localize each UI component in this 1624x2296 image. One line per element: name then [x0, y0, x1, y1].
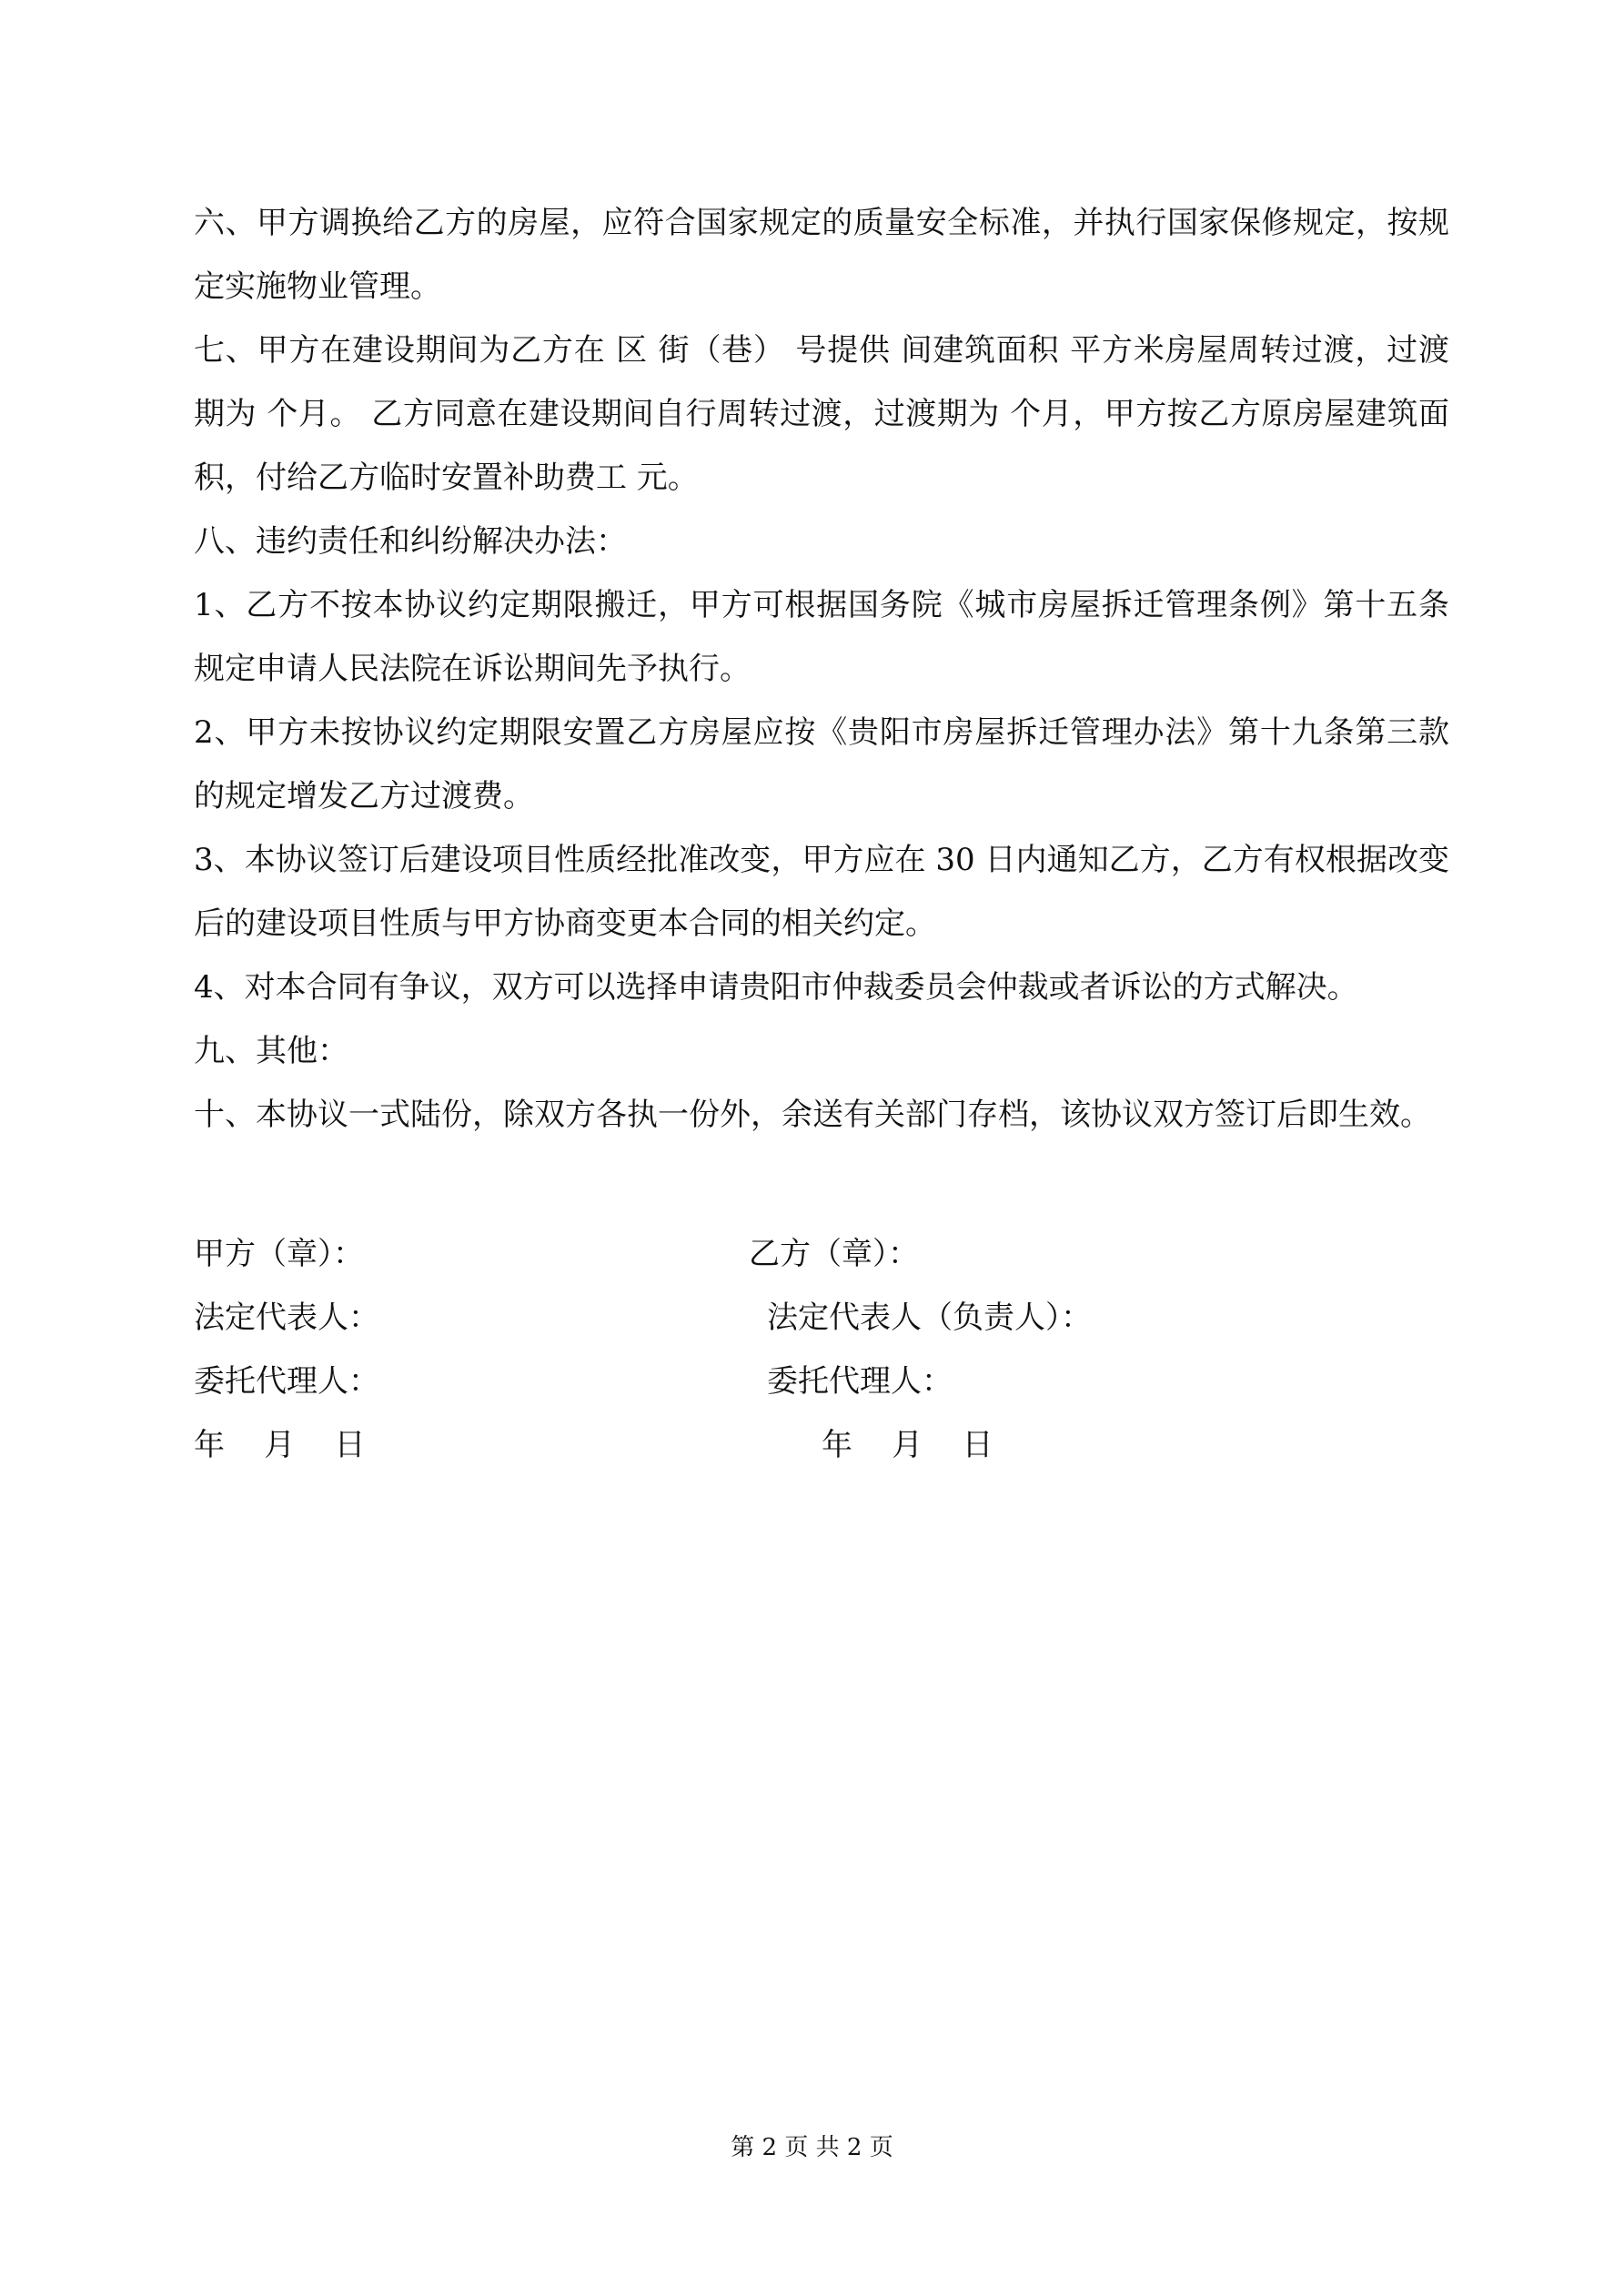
party-a-date: 年 月 日	[194, 1427, 366, 1463]
party-a-legal-rep-label: 法定代表人：	[194, 1300, 379, 1336]
legal-rep-row	[194, 1286, 1449, 1350]
page-number-footer: 第 2 页 共 2 页	[731, 2134, 893, 2161]
party-b-seal-label: 乙方（章）：	[749, 1236, 919, 1272]
party-b-agent-label: 委托代理人：	[767, 1363, 953, 1400]
clause-seven: 七、甲方在建设期间为乙方在 区 街（巷） 号提供 间建筑面积 平方米房屋周转过渡，过渡期为 个月。 乙方同意在建设期间自行周转过渡，过渡期为 个月，甲方按乙方原房屋建筑面积，付给乙方临时安置补助费工 元。	[194, 332, 1449, 496]
clause-six: 六、甲方调换给乙方的房屋，应符合国家规定的质量安全标准，并执行国家保修规定，按规定实施物业管理。	[194, 205, 1449, 305]
party-a-agent-label: 委托代理人：	[194, 1363, 379, 1400]
party-b-legal-rep-label: 法定代表人（负责人）：	[767, 1300, 1092, 1336]
clause-eight-item-1: 1、乙方不按本协议约定期限搬迁，甲方可根据国务院《城市房屋拆迁管理条例》第十五条规定申请人民法院在诉讼期间先予执行。	[194, 587, 1449, 687]
party-b-date: 年 月 日	[822, 1427, 994, 1463]
signature-block	[194, 1222, 1449, 1477]
contract-body	[194, 191, 1449, 1147]
seal-row	[194, 1222, 1449, 1286]
clause-eight-item-2: 2、甲方未按协议约定期限安置乙方房屋应按《贵阳市房屋拆迁管理办法》第十九条第三款的规定增发乙方过渡费。	[194, 714, 1449, 814]
clause-nine: 九、其他：	[194, 1033, 348, 1069]
clause-eight-heading: 八、违约责任和纠纷解决办法：	[194, 523, 627, 560]
party-a-seal-label: 甲方（章）：	[194, 1236, 364, 1272]
clause-eight-item-4: 4、对本合同有争议，双方可以选择申请贵阳市仲裁委员会仲裁或者诉讼的方式解决。	[194, 969, 1358, 1006]
clause-ten: 十、本协议一式陆份，除双方各执一份外，余送有关部门存档，该协议双方签订后即生效。	[194, 1097, 1431, 1133]
date-row	[194, 1413, 1449, 1477]
clause-eight-item-3: 3、本协议签订后建设项目性质经批准改变，甲方应在 30 日内通知乙方，乙方有权根据改变后的建设项目性质与甲方协商变更本合同的相关约定。	[194, 842, 1449, 942]
agent-row	[194, 1350, 1449, 1413]
